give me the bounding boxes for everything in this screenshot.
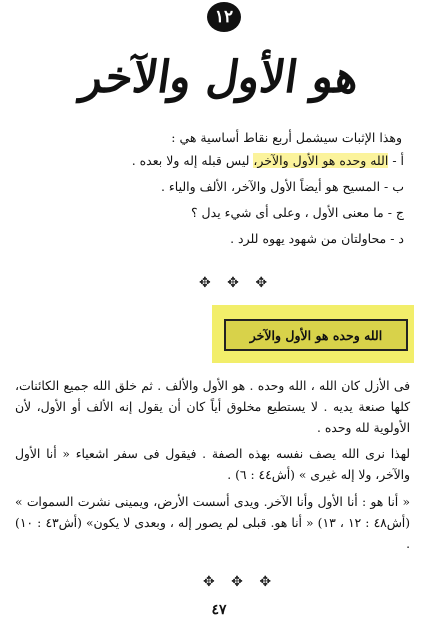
intro-text: وهذا الإثبات سيشمل أربع نقاط أساسية هي : [171,130,402,145]
point-text: ما معنى الأول ، وعلى أى شيء يدل ؟ [190,205,388,220]
point-prefix: د - [390,231,404,246]
point-prefix: أ - [392,153,404,168]
point-prefix: ج - [387,205,404,220]
chapter-number-badge: ١٢ [207,2,241,32]
points-list [34,148,404,252]
ornament-divider: ✥ ✥ ✥ [199,275,274,291]
list-item [34,174,404,200]
paragraph-2: لهذا نرى الله يصف نفسه بهذه الصفة . فيقول فى سفر اشعياء « أنا الأول والآخر، ولا إله غيرى » (أش٤٤ : ٦) . [15,447,410,482]
page-number: ٤٧ [211,602,227,618]
paragraph-3: « أنا هو : أنا الأول وأنا الآخر. ويدى أسست الأرض، ويمينى نشرت السموات » (أش٤٨ : ١٢ ، ١٣) « أنا هو. قبلى لم يصور إله ، وبعدى لا يكون» (أش٤٣ : ١٠) . [15,495,411,551]
list-item [34,148,404,174]
paragraph-1: فى الأزل كان الله ، الله وحده . هو الأول والألف . ثم خلق الله جميع الكائنات، كلها صنعة يديه . لا يستطيع مخلوق أياً كان أن يقول إنه الألف أو الأول، لأن الأولوية لله وحده . [15,379,410,435]
point-text: ليس قبله إله ولا بعده . [131,153,254,168]
ornament-divider-bottom: ✥ ✥ ✥ [203,574,278,590]
list-item [34,200,404,226]
chapter-title: هو الأول والآخر [77,52,363,103]
point-text: محاولتان من شهود يهوه للرد . [230,231,391,246]
section-heading: الله وحده هو الأول والآخر [224,319,408,351]
list-item [34,226,404,252]
highlighted-text: الله وحده هو الأول والآخر، [253,153,389,168]
section-heading-highlight [212,305,414,363]
point-text: المسيح هو أيضاً الأول والآخر، الألف والياء . [160,179,385,194]
point-prefix: ب - [384,179,404,194]
